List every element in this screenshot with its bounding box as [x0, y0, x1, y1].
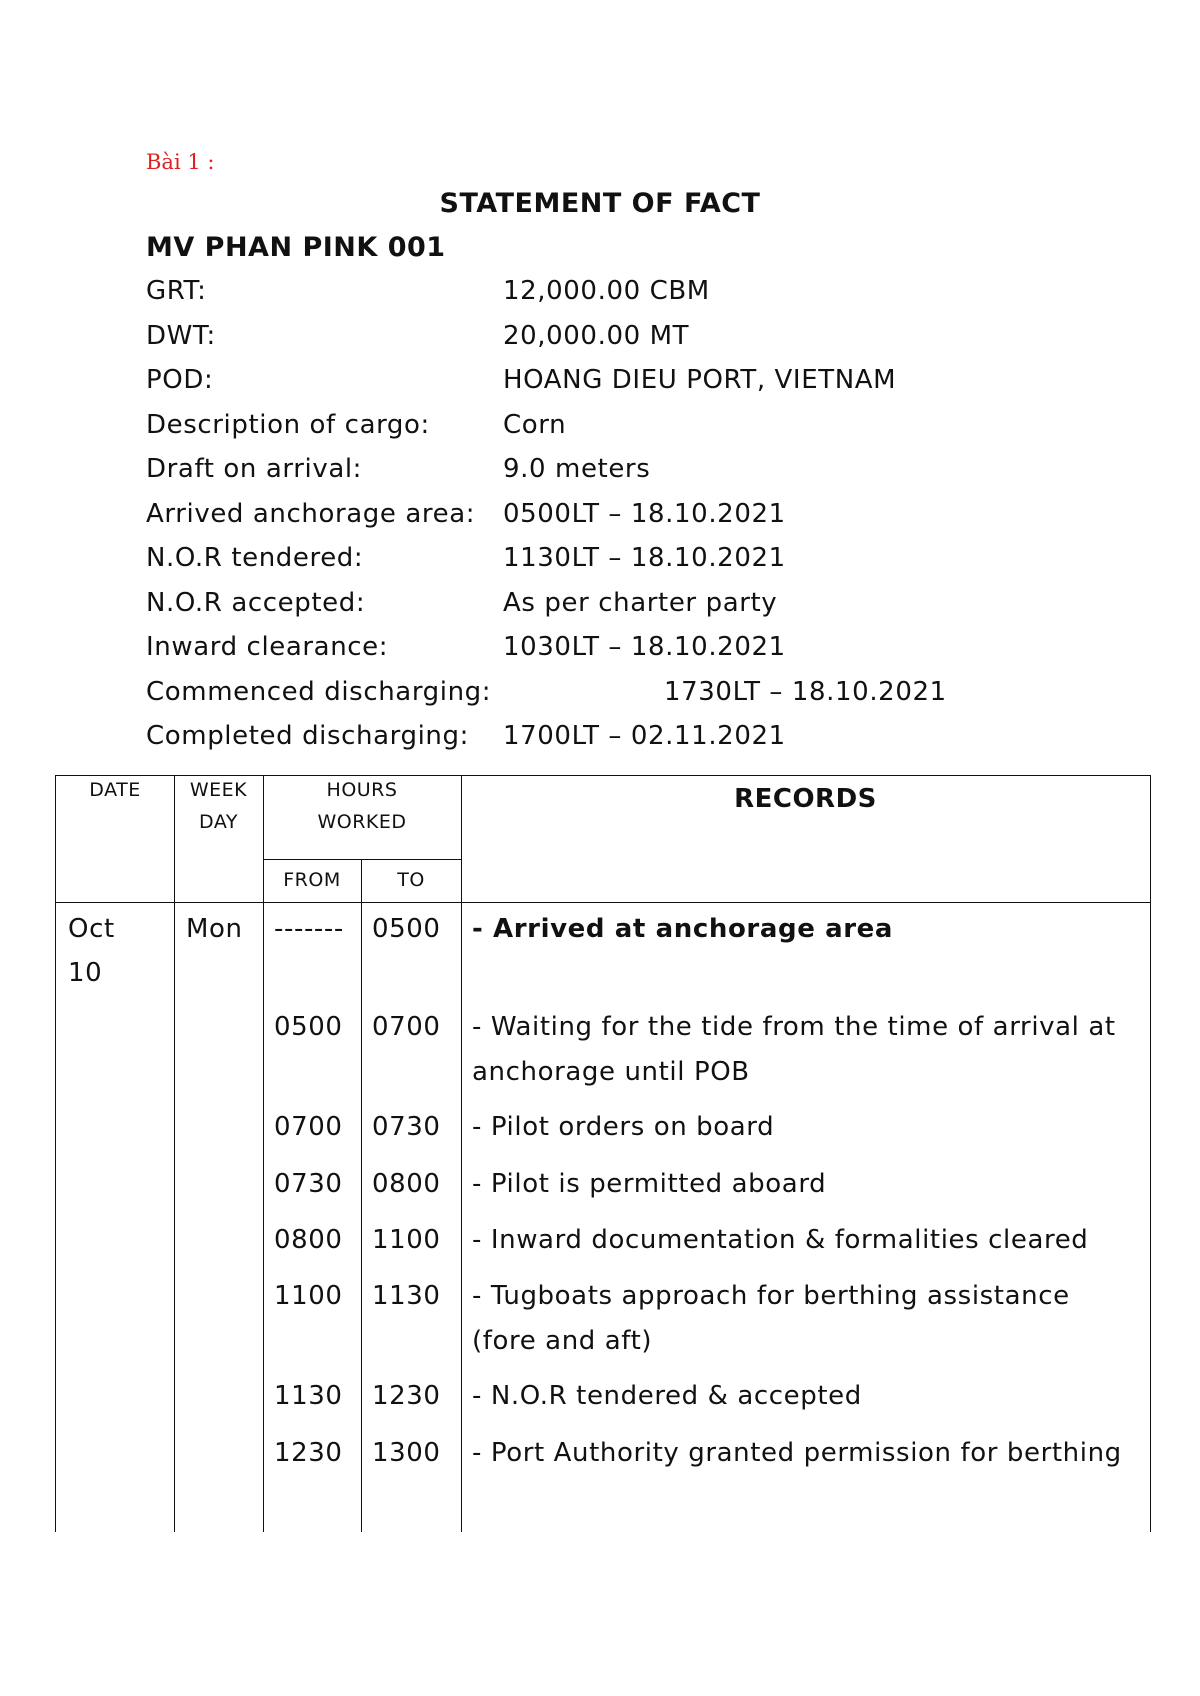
hours-from: 1230 [274, 1438, 343, 1468]
record-text: - Tugboats approach for berthing assistance (fore and aft) [472, 1281, 1070, 1356]
particular-value: 1700LT – 02.11.2021 [503, 721, 786, 751]
particular-label: DWT: [146, 320, 216, 351]
column-divider [461, 776, 462, 1532]
particular-value: HOANG DIEU PORT, VIETNAM [503, 365, 897, 395]
hours-to: 1300 [372, 1438, 441, 1468]
hours-from: ------- [274, 914, 344, 944]
hours-from: 1100 [274, 1281, 343, 1311]
header-day: DAY [199, 811, 238, 833]
particular-value: 20,000.00 MT [503, 320, 690, 351]
particular-value: 0500LT – 18.10.2021 [503, 498, 786, 529]
particular-value: Corn [503, 409, 567, 440]
particular-row [146, 543, 1146, 588]
hours-to: 0500 [372, 914, 441, 944]
particular-label: Description of cargo: [146, 409, 430, 440]
particular-label: Commenced discharging: [146, 676, 492, 707]
header-from: FROM [283, 869, 341, 891]
weekday: Mon [186, 914, 243, 944]
particular-value: 12,000.00 CBM [503, 276, 710, 306]
hours-from: 0800 [274, 1225, 343, 1255]
particular-label: Inward clearance: [146, 632, 389, 662]
particular-value: 9.0 meters [503, 454, 651, 484]
particular-row [146, 276, 1146, 321]
particular-row [146, 588, 1146, 633]
hours-to: 1230 [372, 1381, 441, 1411]
hours-to: 0800 [372, 1169, 441, 1199]
header-hours: HOURS [326, 779, 398, 801]
vessel-name: MV PHAN PINK 001 [146, 232, 446, 263]
particular-label: N.O.R accepted: [146, 587, 366, 618]
hours-from: 0500 [274, 1012, 343, 1042]
header-date: DATE [89, 779, 141, 801]
particular-row [146, 454, 1146, 499]
record-text: - Pilot is permitted aboard [472, 1169, 827, 1199]
record-text: - Pilot orders on board [472, 1112, 775, 1142]
column-divider [361, 859, 362, 1532]
header-divider [263, 859, 461, 860]
document-title: STATEMENT OF FACT [439, 188, 761, 219]
particular-label: N.O.R tendered: [146, 543, 364, 573]
particular-row [146, 410, 1146, 455]
header-records: RECORDS [734, 784, 877, 814]
particular-value: 1030LT – 18.10.2021 [503, 632, 786, 662]
particular-row [146, 365, 1146, 410]
record-text: - Inward documentation & formalities cleared [472, 1225, 1089, 1255]
hours-to: 1100 [372, 1225, 441, 1255]
exercise-label: Bài 1 : [146, 150, 215, 174]
header-bottom-border [56, 902, 1150, 903]
particular-label: Arrived anchorage area: [146, 498, 476, 529]
record-text: - Waiting for the tide from the time of arrival at anchorage until POB [472, 1012, 1116, 1087]
particular-row [146, 632, 1146, 677]
hours-to: 0700 [372, 1012, 441, 1042]
header-week: WEEK [189, 779, 248, 801]
header-to: TO [397, 869, 425, 891]
particular-value: 1130LT – 18.10.2021 [503, 543, 786, 573]
hours-from: 0700 [274, 1112, 343, 1142]
statement-of-fact-table [55, 775, 1151, 1532]
date-day: 10 [68, 958, 103, 988]
record-text: - N.O.R tendered & accepted [472, 1381, 862, 1411]
vessel-particulars [146, 276, 1146, 766]
hours-to: 0730 [372, 1112, 441, 1142]
header-worked: WORKED [317, 811, 407, 833]
particular-row [146, 677, 1146, 722]
particular-row [146, 721, 1146, 766]
particular-row [146, 499, 1146, 544]
hours-from: 0730 [274, 1169, 343, 1199]
particular-label: GRT: [146, 276, 207, 306]
particular-value: 1730LT – 18.10.2021 [664, 676, 947, 707]
particular-label: Draft on arrival: [146, 454, 363, 484]
particular-row [146, 321, 1146, 366]
date-month: Oct [68, 914, 115, 944]
particular-value: As per charter party [503, 587, 778, 618]
hours-to: 1130 [372, 1281, 441, 1311]
column-divider [174, 776, 175, 1532]
record-text: - Arrived at anchorage area [472, 914, 894, 944]
record-text: - Port Authority granted permission for berthing [472, 1438, 1122, 1468]
particular-label: Completed discharging: [146, 721, 469, 751]
particular-label: POD: [146, 365, 214, 395]
hours-from: 1130 [274, 1381, 343, 1411]
